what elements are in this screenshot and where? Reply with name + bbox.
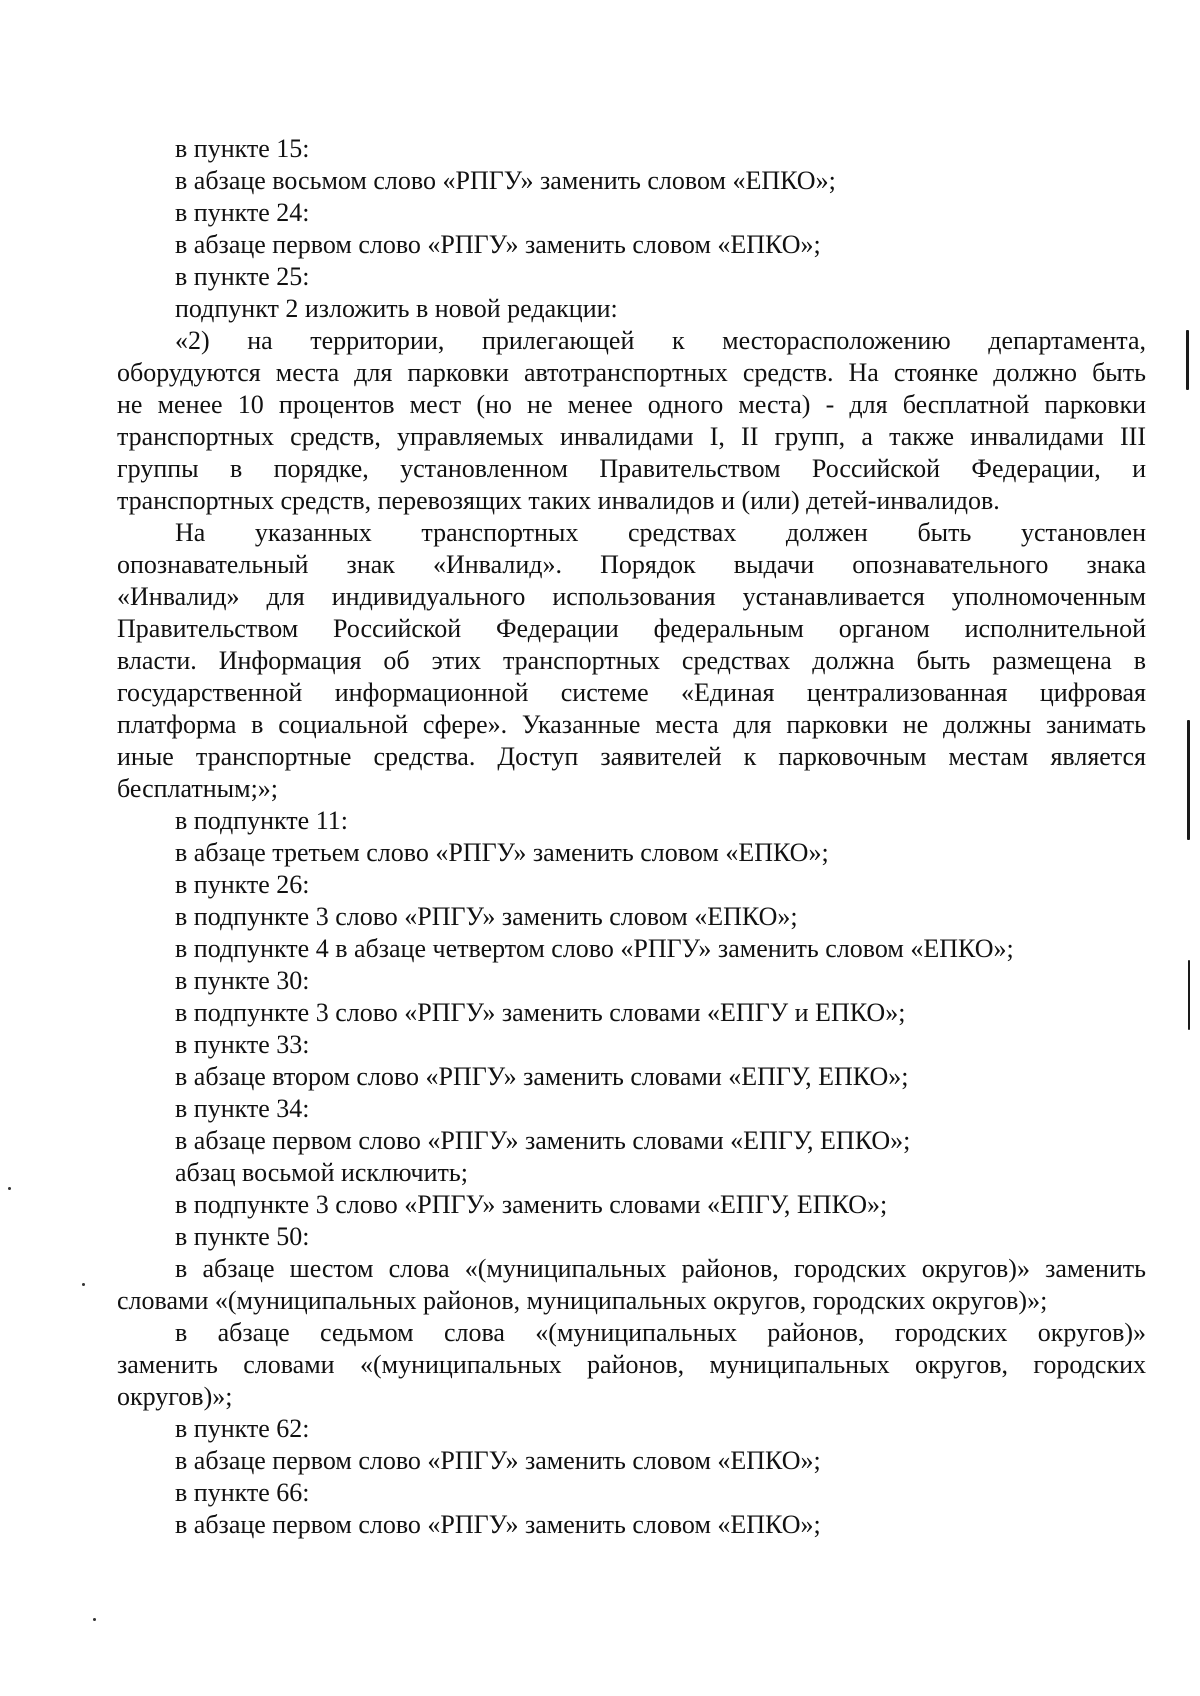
text-line: в подпункте 3 слово «РПГУ» заменить словом «ЕПКО»; — [175, 902, 798, 931]
scan-speck — [93, 1618, 96, 1621]
text-line: группы в порядке, установленном Правительством Российской Федерации, и — [117, 454, 1146, 483]
text-line: в абзаце первом слово «РПГУ» заменить словом «ЕПКО»; — [175, 1510, 821, 1539]
text-line: Правительством Российской Федерации федеральным органом исполнительной — [117, 614, 1146, 643]
text-line: в подпункте 3 слово «РПГУ» заменить словами «ЕПГУ и ЕПКО»; — [175, 998, 906, 1027]
text-line: платформа в социальной сфере». Указанные места для парковки не должны занимать — [117, 710, 1146, 739]
text-line: опознавательный знак «Инвалид». Порядок выдачи опознавательного знака — [117, 550, 1146, 579]
text-line: транспортных средств, перевозящих таких инвалидов и (или) детей-инвалидов. — [117, 486, 1000, 515]
text-line: заменить словами «(муниципальных районов, муниципальных округов, городских — [117, 1350, 1146, 1379]
text-line: в пункте 30: — [175, 966, 310, 995]
text-line: в абзаце седьмом слова «(муниципальных районов, городских округов)» — [175, 1318, 1146, 1347]
text-line: в подпункте 3 слово «РПГУ» заменить словами «ЕПГУ, ЕПКО»; — [175, 1190, 888, 1219]
text-line: «Инвалид» для индивидуального использования устанавливается уполномоченным — [117, 582, 1146, 611]
text-line: оборудуются места для парковки автотранспортных средств. На стоянке должно быть — [117, 358, 1146, 387]
text-line: в абзаце восьмом слово «РПГУ» заменить словом «ЕПКО»; — [175, 166, 836, 195]
text-line: абзац восьмой исключить; — [175, 1158, 468, 1187]
text-line: власти. Информация об этих транспортных средствах должна быть размещена в — [117, 646, 1146, 675]
text-line: словами «(муниципальных районов, муниципальных округов, городских округов)»; — [117, 1286, 1048, 1315]
scan-speck — [8, 1187, 11, 1190]
text-line: в пункте 25: — [175, 262, 310, 291]
text-line: в пункте 66: — [175, 1478, 310, 1507]
text-line: иные транспортные средства. Доступ заявителей к парковочным местам является — [117, 742, 1146, 771]
text-line: не менее 10 процентов мест (но не менее одного места) - для бесплатной парковки — [117, 390, 1146, 419]
scan-speck — [82, 1283, 85, 1286]
text-line: в абзаце первом слово «РПГУ» заменить словом «ЕПКО»; — [175, 230, 821, 259]
text-line: На указанных транспортных средствах должен быть установлен — [175, 518, 1146, 547]
text-line: «2) на территории, прилегающей к месторасположению департамента, — [175, 326, 1146, 355]
text-line: в абзаце шестом слова «(муниципальных районов, городских округов)» заменить — [175, 1254, 1146, 1283]
text-line: округов)»; — [117, 1382, 233, 1411]
text-line: в абзаце третьем слово «РПГУ» заменить словом «ЕПКО»; — [175, 838, 829, 867]
text-line: в подпункте 11: — [175, 806, 348, 835]
text-line: транспортных средств, управляемых инвалидами I, II групп, а также инвалидами III — [117, 422, 1146, 451]
scan-edge-mark — [1188, 960, 1190, 1030]
text-line: в подпункте 4 в абзаце четвертом слово «РПГУ» заменить словом «ЕПКО»; — [175, 934, 1014, 963]
scan-edge-mark — [1187, 720, 1190, 840]
text-line: в пункте 24: — [175, 198, 310, 227]
text-line: в абзаце втором слово «РПГУ» заменить словами «ЕПГУ, ЕПКО»; — [175, 1062, 909, 1091]
text-line: государственной информационной системе «Единая централизованная цифровая — [117, 678, 1146, 707]
text-line: в пункте 34: — [175, 1094, 310, 1123]
text-line: в пункте 50: — [175, 1222, 310, 1251]
text-line: в абзаце первом слово «РПГУ» заменить словом «ЕПКО»; — [175, 1446, 821, 1475]
text-line: в пункте 33: — [175, 1030, 310, 1059]
scan-edge-mark — [1186, 330, 1189, 390]
text-line: в пункте 26: — [175, 870, 310, 899]
text-line: в пункте 62: — [175, 1414, 310, 1443]
text-line: в абзаце первом слово «РПГУ» заменить словами «ЕПГУ, ЕПКО»; — [175, 1126, 911, 1155]
document-body — [117, 133, 1146, 1541]
text-line: бесплатным;»; — [117, 774, 279, 803]
text-line: подпункт 2 изложить в новой редакции: — [175, 294, 618, 323]
text-line: в пункте 15: — [175, 134, 310, 163]
